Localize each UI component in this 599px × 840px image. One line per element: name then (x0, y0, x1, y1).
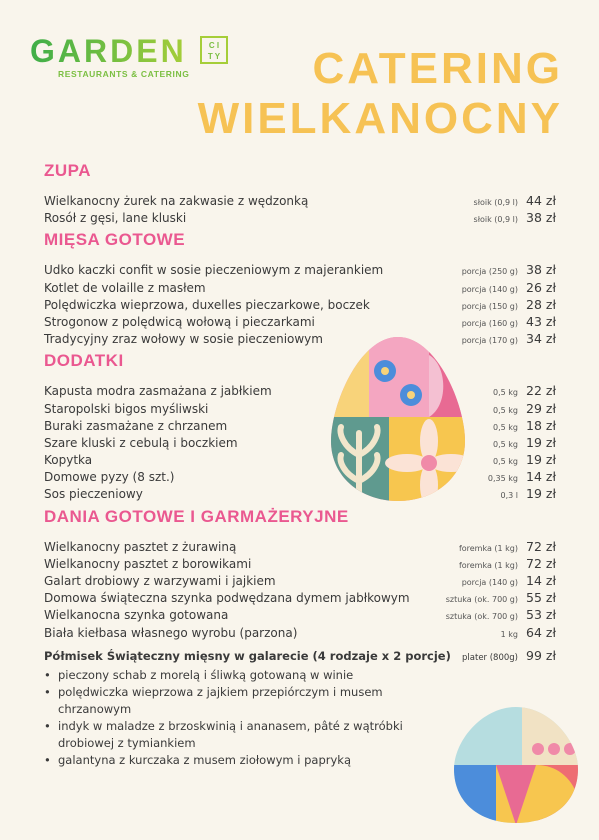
item-price: 44 zł (526, 193, 556, 208)
menu-section-dania (44, 506, 556, 641)
item-portion: porcja (250 g) (461, 267, 518, 277)
section-title: DANIA GOTOWE I GARMAŻERYJNE (44, 506, 349, 526)
item-portion: 0,5 kg (493, 457, 518, 467)
menu-item (44, 606, 556, 623)
item-portion: słoik (0,9 l) (473, 215, 518, 225)
item-price: 22 zł (526, 383, 556, 399)
item-portion: porcja (170 g) (461, 336, 518, 346)
title-line-1: CATERING (312, 44, 563, 93)
item-price: 14 zł (526, 469, 556, 485)
item-name: Buraki zasmażane z chrzanem (44, 418, 228, 433)
item-price: 43 zł (526, 313, 556, 329)
item-portion: 0,5 kg (493, 439, 518, 449)
item-name: Wielkanocny żurek na zakwasie z wędzonką (44, 194, 309, 208)
platter-item (44, 647, 556, 769)
item-price: 26 zł (526, 279, 556, 295)
item-portion: porcja (140 g) (461, 578, 518, 587)
item-portion: foremka (1 kg) (458, 543, 518, 553)
list-item: • indyk w maladze z brzoskwinią i ananasem, pâté z wątróbki drobiowej z tymiankiem (44, 718, 424, 752)
item-price: 18 zł (526, 417, 556, 433)
logo-wordmark: GARDEN (30, 33, 187, 69)
menu-section-dodatki (44, 350, 556, 502)
section-title: ZUPA (44, 161, 92, 180)
item-name: Udko kaczki confit w sosie pieczeniowym z majerankiem (44, 263, 384, 278)
item-price: 19 zł (526, 434, 556, 450)
page-title (198, 44, 563, 144)
item-name: Staropolski bigos myśliwski (44, 401, 209, 416)
menu-item (44, 296, 556, 313)
logo-city-box: C I T Y (200, 36, 228, 64)
menu-item (44, 485, 556, 502)
menu-section-zupa (44, 160, 556, 226)
item-name: Wielkanocna szynka gotowana (44, 608, 229, 623)
menu-content (44, 160, 556, 769)
item-name: Sos pieczeniowy (44, 487, 143, 502)
item-name: Rosół z gęsi, lane kluski (44, 211, 187, 226)
menu-item (44, 261, 556, 278)
item-name: Kopytka (44, 453, 93, 468)
menu-item (44, 572, 556, 589)
platter-price: 99 zł (526, 647, 556, 663)
item-price: 28 zł (526, 296, 556, 312)
item-name: Domowe pyzy (8 szt.) (44, 470, 175, 485)
menu-item (44, 400, 556, 417)
item-name: Tradycyjny zraz wołowy w sosie pieczeniowym (44, 332, 323, 347)
menu-item (44, 330, 556, 347)
menu-item (44, 279, 556, 296)
platter-contents-list (44, 667, 424, 769)
item-name: Strogonow z polędwicą wołową i pieczarkami (44, 314, 315, 329)
item-price: 72 zł (526, 538, 556, 554)
item-name: Kapusta modra zasmażana z jabłkiem (44, 384, 272, 399)
menu-item (44, 538, 556, 555)
item-name: Polędwiczka wieprzowa, duxelles pieczarkowe, boczek (44, 297, 370, 312)
menu-item (44, 451, 556, 468)
menu-item (44, 192, 556, 209)
item-portion: 0,5 kg (493, 422, 518, 432)
menu-item (44, 417, 556, 434)
title-line-2: WIELKANOCNY (197, 94, 563, 143)
list-item: • galantyna z kurczaka z musem ziołowym i papryką (44, 752, 424, 769)
item-price: 53 zł (526, 607, 556, 623)
item-price: 34 zł (526, 331, 556, 347)
item-price: 38 zł (526, 210, 556, 226)
list-item: • polędwiczka wieprzowa z jajkiem przepiórczym i musem chrzanowym (44, 684, 424, 718)
item-portion: porcja (160 g) (461, 318, 518, 328)
platter-portion: plater (800g) (462, 652, 518, 663)
item-portion: porcja (140 g) (461, 284, 518, 294)
item-portion: 1 kg (500, 629, 518, 639)
section-title: MIĘSA GOTOWE (44, 230, 186, 250)
item-portion: sztuka (ok. 700 g) (445, 612, 518, 622)
menu-item (44, 555, 556, 572)
item-portion: porcja (150 g) (461, 301, 518, 311)
platter-name: Półmisek Świąteczny mięsny w galarecie (4 rodzaje x 2 porcje) (44, 648, 451, 663)
item-name: Domowa świąteczna szynka podwędzana dymem jabłkowym (44, 591, 410, 606)
item-price: 14 zł (526, 573, 556, 588)
item-price: 19 zł (526, 452, 556, 468)
item-portion: 0,3 l (500, 491, 518, 501)
item-portion: 0,5 kg (493, 405, 518, 415)
logo-tagline: RESTAURANTS & CATERING (58, 69, 190, 79)
item-portion: sztuka (ok. 700 g) (445, 595, 518, 605)
item-name: Szare kluski z cebulą i boczkiem (44, 435, 238, 450)
item-portion: słoik (0,9 l) (473, 198, 518, 207)
list-item: • pieczony schab z morelą i śliwką gotowaną w winie (44, 667, 424, 684)
menu-item (44, 589, 556, 606)
item-price: 38 zł (526, 262, 556, 278)
menu-section-miesa (44, 229, 556, 347)
item-name: Galart drobiowy z warzywami i jajkiem (44, 574, 276, 588)
item-name: Wielkanocny pasztet z borowikami (44, 556, 252, 571)
menu-item (44, 624, 556, 641)
menu-item (44, 468, 556, 485)
item-price: 29 zł (526, 400, 556, 416)
menu-item (44, 313, 556, 330)
item-name: Kotlet de volaille z masłem (44, 280, 206, 295)
item-name: Wielkanocny pasztet z żurawiną (44, 539, 237, 554)
menu-item (44, 434, 556, 451)
item-price: 72 zł (526, 555, 556, 571)
item-name: Biała kiełbasa własnego wyrobu (parzona) (44, 625, 298, 640)
item-price: 55 zł (526, 590, 556, 606)
item-portion: 0,5 kg (493, 388, 518, 398)
section-title: DODATKI (44, 351, 124, 371)
item-price: 19 zł (526, 486, 556, 502)
platter-header (44, 647, 556, 665)
menu-item (44, 209, 556, 226)
item-portion: 0,35 kg (487, 474, 518, 484)
item-portion: foremka (1 kg) (458, 560, 518, 570)
item-price: 64 zł (526, 624, 556, 640)
menu-item (44, 382, 556, 399)
